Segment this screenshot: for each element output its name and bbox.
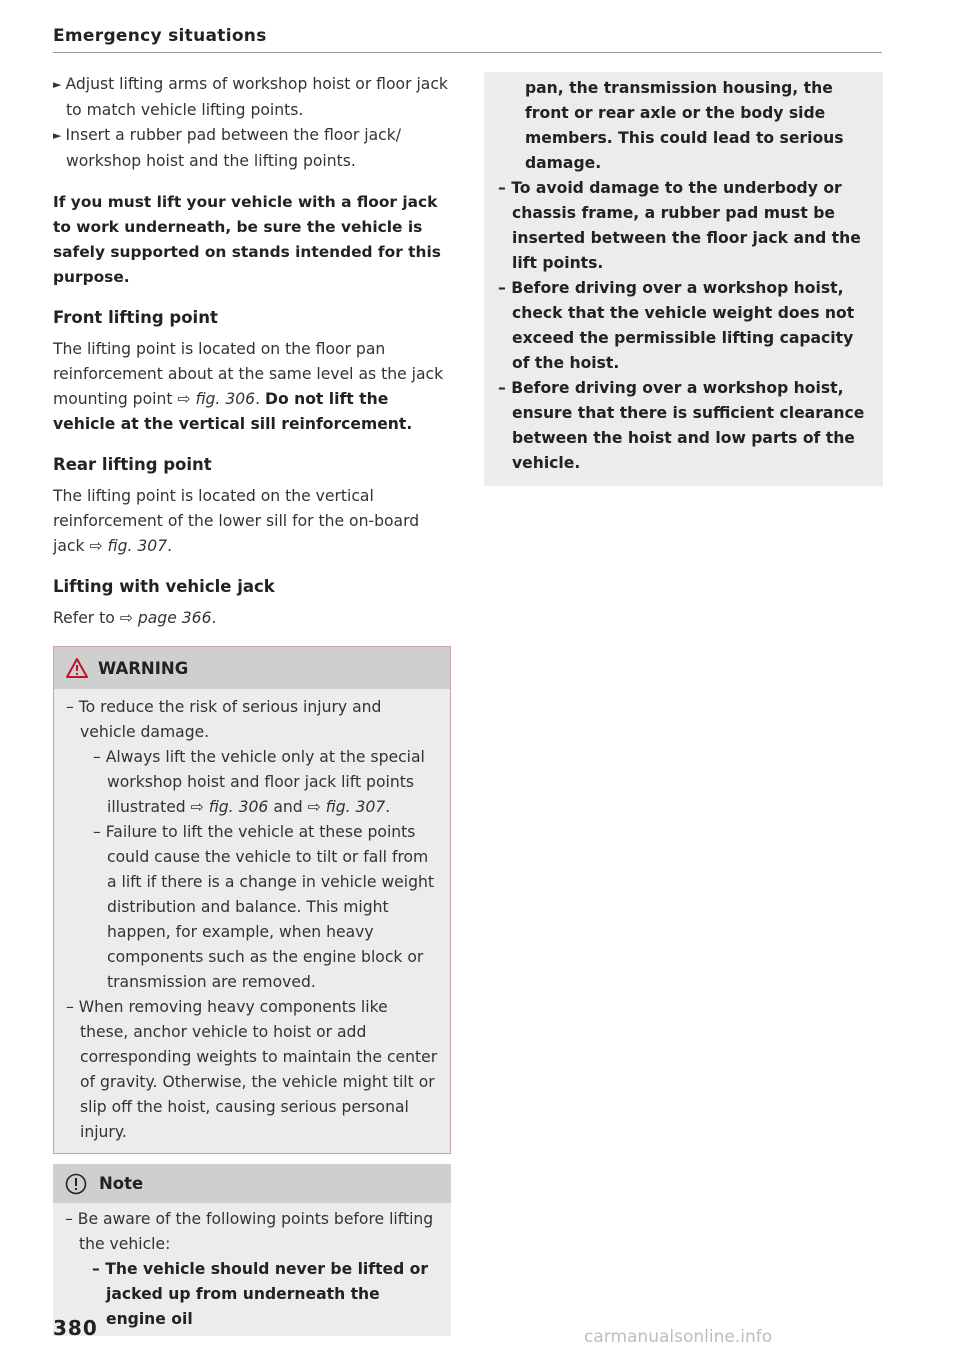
left-column [53, 72, 451, 1336]
note-continuation-box [484, 72, 883, 486]
info-circle-icon [65, 1173, 87, 1195]
vehicle-jack-heading: Lifting with vehicle jack [53, 577, 275, 596]
page-header [53, 24, 882, 53]
rear-lifting-text: The lifting point is located on the vertical reinforcement of the lower sill for the on-board jack ⇨ fig. 307. [53, 487, 420, 555]
note-subitem: – The vehicle should never be lifted or jacked up from underneath the engine oil [92, 1260, 429, 1328]
front-lifting-text: The lifting point is located on the floor pan reinforcement about at the same level as the jack mounting point ⇨ fig. 306. Do not lift the vehicle at the vertical sill reinforcement. [53, 340, 444, 433]
warning-box [53, 646, 451, 1154]
page-366-link[interactable]: ⇨ page 366 [119, 609, 212, 627]
right-column [484, 72, 883, 486]
fig-306-link[interactable]: ⇨ fig. 306 [177, 390, 256, 408]
list-item: ► Adjust lifting arms of workshop hoist or floor jack to match vehicle lifting points. [53, 75, 448, 119]
warning-header [54, 647, 450, 689]
warning-triangle-icon [66, 658, 88, 678]
safety-paragraph: If you must lift your vehicle with a floor jack to work underneath, be sure the vehicle is safely supported on stands intended for this purpose. [53, 193, 441, 286]
note-item: – Be aware of the following points before lifting the vehicle: [65, 1210, 434, 1253]
note-box [53, 1164, 451, 1336]
rear-lifting-heading: Rear lifting point [53, 455, 212, 474]
vehicle-jack-text: Refer to ⇨ page 366. [53, 609, 217, 627]
note-item: – Before driving over a workshop hoist, ensure that there is sufficient clearance between the hoist and low parts of the vehicle. [498, 379, 865, 472]
note-subitem-continued: pan, the transmission housing, the front or rear axle or the body side members. This could lead to serious damage. [525, 79, 844, 172]
fig-306-link[interactable]: ⇨ fig. 306 [190, 798, 269, 816]
fig-307-link[interactable]: ⇨ fig. 307 [307, 798, 386, 816]
warning-subitem: – Failure to lift the vehicle at these points could cause the vehicle to tilt or fall from a lift if there is a change in vehicle weight distribution and balance. This might happen, for example, when heavy components such as the engine block or transmission are removed. [93, 823, 434, 991]
front-lifting-heading: Front lifting point [53, 308, 218, 327]
watermark: carmanualsonline.info [584, 1327, 773, 1347]
fig-307-link[interactable]: ⇨ fig. 307 [89, 537, 168, 555]
warning-item: – To reduce the risk of serious injury and vehicle damage. [66, 698, 382, 741]
note-label: Note [99, 1174, 144, 1193]
note-item: – To avoid damage to the underbody or chassis frame, a rubber pad must be inserted between the floor jack and the lift points. [498, 179, 861, 272]
warning-label: WARNING [98, 658, 189, 678]
triangle-bullet-icon: ► [53, 129, 62, 142]
warning-subitem: – Always lift the vehicle only at the special workshop hoist and floor jack lift points illustrated ⇨ fig. 306 and ⇨ fig. 307. [93, 748, 425, 816]
page-number: 380 [53, 1316, 98, 1340]
warning-item: – When removing heavy components like these, anchor vehicle to hoist or add corresponding weights to maintain the center of gravity. Otherwise, the vehicle might tilt or slip off the hoist, causing serious personal injury. [66, 998, 438, 1141]
section-title: Emergency situations [53, 26, 267, 46]
note-header [53, 1164, 451, 1203]
list-item: ► Insert a rubber pad between the floor jack/ workshop hoist and the lifting points. [53, 126, 401, 170]
note-item: – Before driving over a workshop hoist, check that the vehicle weight does not exceed the permissible lifting capacity of the hoist. [498, 279, 855, 372]
triangle-bullet-icon: ► [53, 78, 62, 91]
